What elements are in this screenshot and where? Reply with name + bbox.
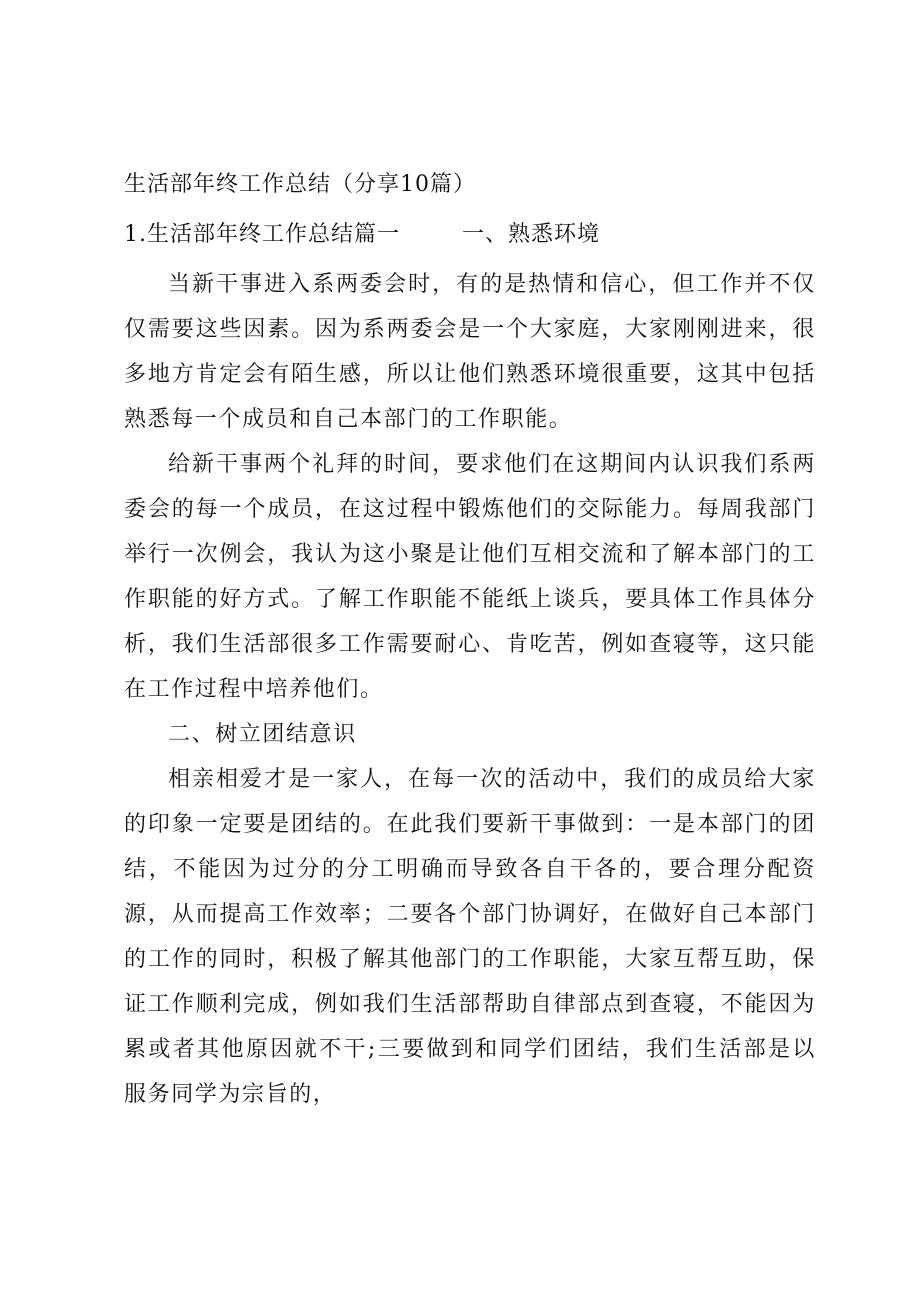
section-heading-line: [124, 220, 600, 250]
paragraph-2: 给新干事两个礼拜的时间，要求他们在这期间内认识我们系两委会的每一个成员，在这过程中锻炼他们的交际能力。每周我部门举行一次例会，我认为这小聚是让他们互相交流和了解本部门的工作职能的好方式。了解工作职能不能纸上谈兵，要具体工作具体分析，我们生活部很多工作需要耐心、肯吃苦，例如查寝等，这只能在工作过程中培养他们。: [124, 452, 816, 702]
subheading-familiarize-environment: 一、熟悉环境: [462, 222, 601, 247]
paragraph-3: 相亲相爱才是一家人，在每一次的活动中，我们的成员给大家的印象一定要是团结的。在此我们要新干事做到：一是本部门的团结，不能因为过分的分工明确而导致各自干各的，要合理分配资源，从而提高工作效率；二要各个部门协调好，在做好自己本部门的工作的同时，积极了解其他部门的工作职能，大家互帮互助，保证工作顺利完成，例如我们生活部帮助自律部点到查寝，不能因为累或者其他原因就不干;三要做到和同学们团结，我们生活部是以服务同学为宗旨的，: [124, 767, 816, 1107]
section-heading: 1.生活部年终工作总结篇一: [124, 222, 400, 247]
document-title: 生活部年终工作总结（分享10篇）: [124, 172, 476, 197]
body-text: [124, 262, 816, 1117]
paragraph-1: 当新干事进入系两委会时，有的是热情和信心，但工作并不仅仅需要这些因素。因为系两委会是一个大家庭，大家刚刚进来，很多地方肯定会有陌生感，所以让他们熟悉环境很重要，这其中包括熟悉每一个成员和自己本部门的工作职能。: [124, 272, 816, 432]
subheading-build-unity: 二、树立团结意识: [168, 722, 357, 747]
